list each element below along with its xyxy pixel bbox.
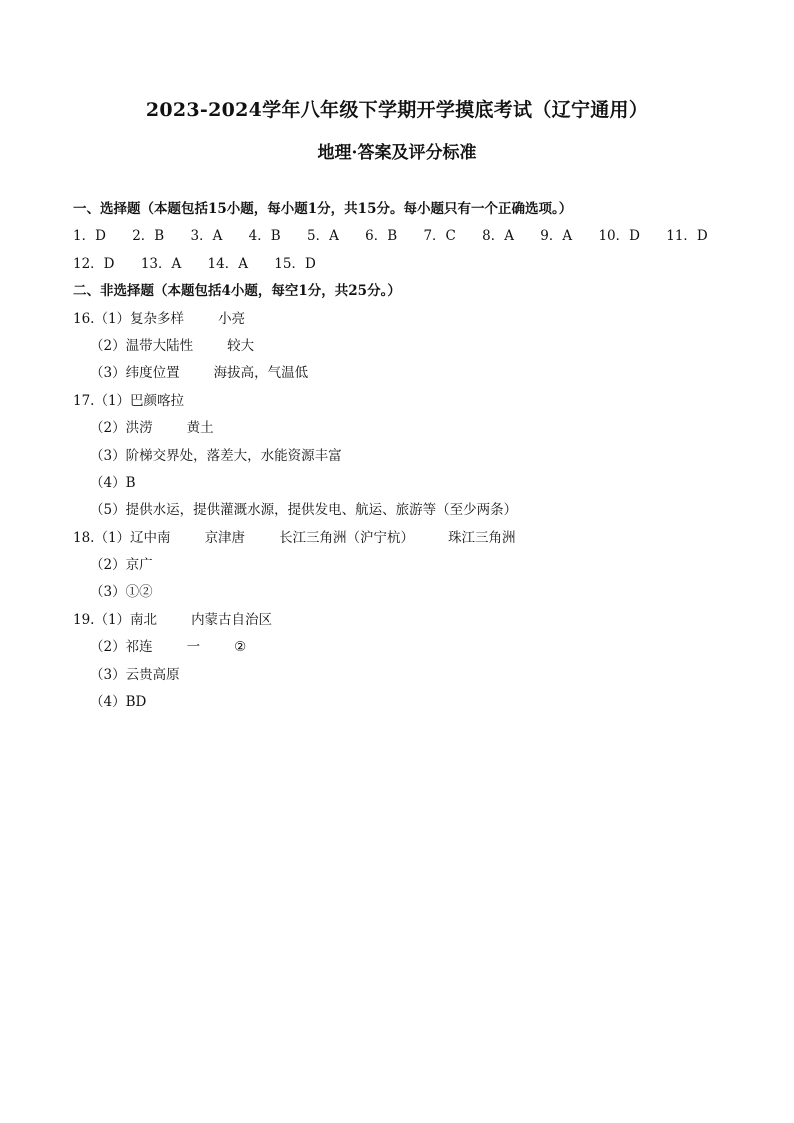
answer-item: 1．D: [73, 228, 106, 245]
answer-body: [73, 196, 723, 716]
answer-item: 4．B: [248, 228, 281, 245]
answer-text: 黄土: [186, 420, 214, 437]
answer-item: 11．D: [666, 228, 708, 245]
choice-answers-row-2: [73, 251, 723, 278]
answer-text: （3）纬度位置: [90, 365, 180, 382]
choice-answers-row-1: [73, 223, 723, 250]
answer-text: 小亮: [218, 310, 246, 327]
q18-line-1: [73, 525, 723, 552]
answer-item: 5．A: [306, 228, 339, 245]
q17-line-3: （3）阶梯交界处，落差大，水能资源丰富: [90, 447, 342, 464]
page-subtitle: 地理·答案及评分标准: [317, 143, 477, 163]
q18-line-2: （2）京广: [90, 557, 153, 574]
answer-text: 18.（1）辽中南: [73, 529, 171, 546]
answer-text: 19.（1）南北: [73, 611, 158, 628]
answer-item: 7．C: [423, 228, 456, 245]
page-title: 2023-2024学年八年级下学期开学摸底考试（辽宁通用）: [145, 99, 649, 121]
answer-text: 京津唐: [204, 529, 246, 546]
answer-item: 15．D: [274, 255, 316, 272]
q17-line-2: [73, 415, 723, 442]
answer-item: 9．A: [540, 228, 573, 245]
q18-line-3: （3）①②: [90, 584, 153, 601]
q16-line-3: [73, 360, 723, 387]
q17-line-5: （5）提供水运，提供灌溉水源，提供发电、航运、旅游等（至少两条）: [90, 502, 518, 519]
q17-line-1: 17.（1）巴颜喀拉: [73, 392, 185, 409]
answer-item: 6．B: [365, 228, 398, 245]
answer-text: （2）洪涝: [90, 420, 153, 437]
answer-item: 12．D: [73, 255, 115, 272]
answer-text: 16.（1）复杂多样: [73, 310, 185, 327]
q19-line-2: [73, 634, 723, 661]
answer-text: 一: [186, 639, 201, 656]
answer-text: 海拔高，气温低: [213, 365, 309, 382]
answer-text: （2）祁连: [90, 639, 153, 656]
q19-line-1: [73, 607, 723, 634]
q19-line-3: （3）云贵高原: [90, 666, 180, 683]
answer-item: 13．A: [140, 255, 182, 272]
section-heading-nonchoice: 二、非选择题（本题包括4小题，每空1分，共25分。）: [73, 283, 401, 300]
answer-text: 珠江三角洲: [448, 529, 516, 546]
q16-line-2: [73, 333, 723, 360]
answer-text: 较大: [227, 337, 255, 354]
section-heading-choice: 一、选择题（本题包括15小题，每小题1分，共15分。每小题只有一个正确选项。）: [73, 201, 573, 217]
answer-text: 内蒙古自治区: [191, 611, 273, 628]
q19-line-4: （4）BD: [90, 694, 147, 711]
q16-line-1: [73, 306, 723, 333]
answer-item: 8．A: [482, 228, 514, 245]
answer-item: 2．B: [132, 228, 165, 245]
answer-item: 14．A: [207, 255, 248, 272]
q17-line-4: （4）B: [90, 474, 136, 491]
answer-item: 3．A: [190, 228, 223, 245]
answer-item: 10．D: [598, 228, 640, 245]
answer-text: （2）温带大陆性: [90, 337, 194, 354]
answer-text: ②: [234, 639, 247, 656]
answer-text: 长江三角洲（沪宁杭）: [279, 529, 415, 546]
